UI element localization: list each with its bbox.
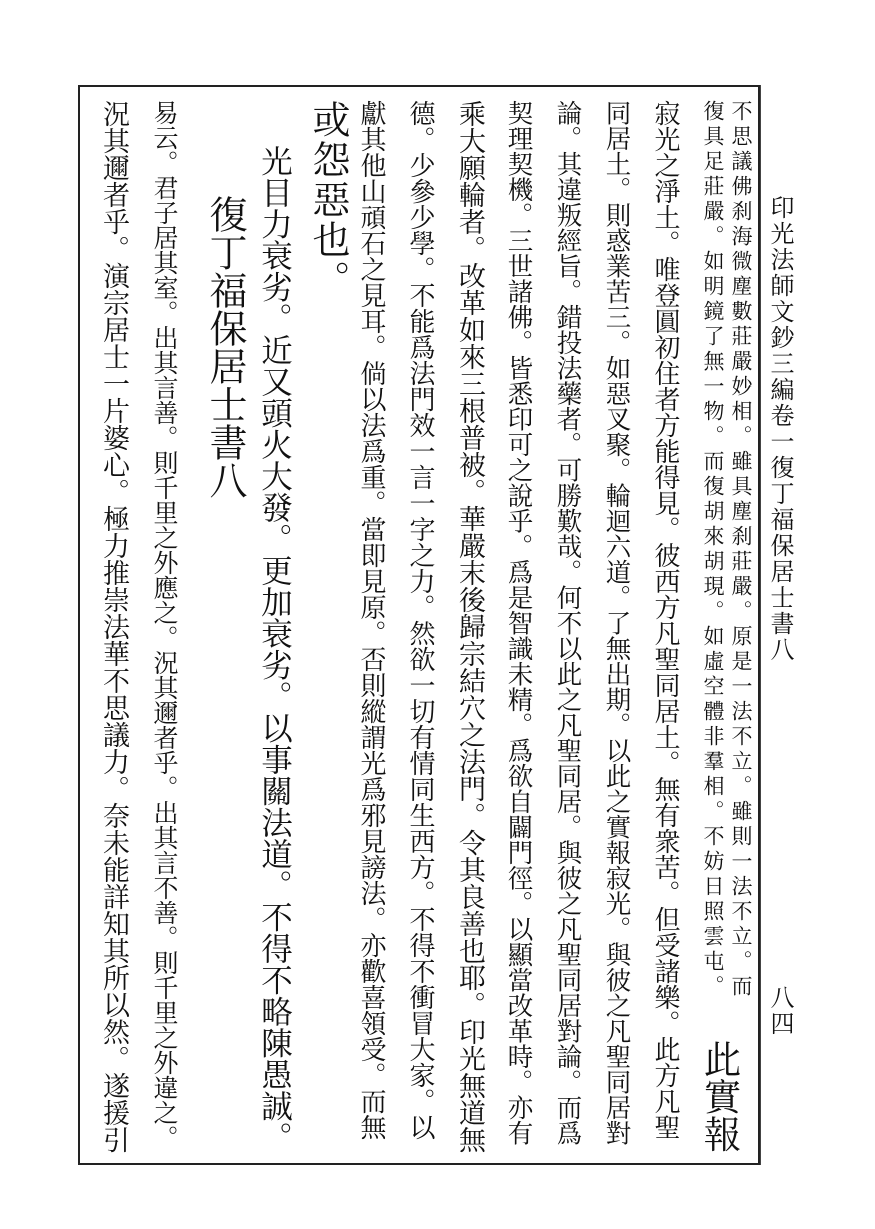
text-column-9: 德。少參少學。不能爲法門效一言一字之力。然欲一切有情同生西方。不得不衝冒大家。以 [405,100,435,1140]
header-divider [760,85,761,1165]
text-column-12: 光目力衰劣。近又頭火大發。更加衰劣。以事關法道。不得不略陳愚誠。 [256,145,293,1153]
note-column-2: 復具足莊嚴。如明鏡了無一物。而復胡來胡現。如虛空體非羣相。不妨日照雲屯。 [701,100,725,1000]
text-column-15: 況其邇者乎。演宗居士一片婆心。極力推崇法華不思議力。奈未能詳知其所以然。遂援引 [98,100,129,1153]
page-number: 八四 [766,985,794,1037]
letter-title: 復丁福保居士書八 [203,195,247,499]
text-column-3: 此實報 [697,1040,742,1153]
text-column-8: 乘大願輪者。改革如來三根普被。華嚴末後歸宗結穴之法門。令其良善也耶。印光無道無 [454,100,485,1153]
book-title: 印光法師文鈔三編卷一 [766,195,794,455]
text-column-7: 契理契機。三世諸佛。皆悉印可之說乎。爲是智識未精。爲欲自闢門徑。以顯當改革時。亦有 [503,100,534,1146]
text-column-6: 論。其違叛經旨。錯投法藥者。可勝歎哉。何不以此之凡聖同居。與彼之凡聖同居對論。而爲 [552,100,583,1146]
note-column-1: 不思議佛刹海微塵數莊嚴妙相。雖具塵刹莊嚴。原是一法不立。雖則一法不立。而 [729,100,753,1000]
section-title: 復丁福保居士書八 [766,455,794,663]
text-column-10: 獻其他山頑石之見耳。倘以法爲重。當即見原。否則縱謂光爲邪見謗法。亦歡喜領受。而無 [356,100,386,1140]
text-column-11: 或怨惡也。 [306,100,350,300]
text-column-14: 易云。君子居其室。出其言善。則千里之外應之。況其邇者乎。出其言不善。則千里之外違之。 [150,100,179,1150]
text-column-4: 寂光之淨土。唯登圓初住者方能得見。彼西方凡聖同居土。無有衆苦。但受諸樂。此方凡聖 [650,100,680,1140]
text-column-5: 同居土。則惑業苦三。如惡叉聚。輪迴六道。了無出期。以此之實報寂光。與彼之凡聖同居對 [601,100,632,1146]
